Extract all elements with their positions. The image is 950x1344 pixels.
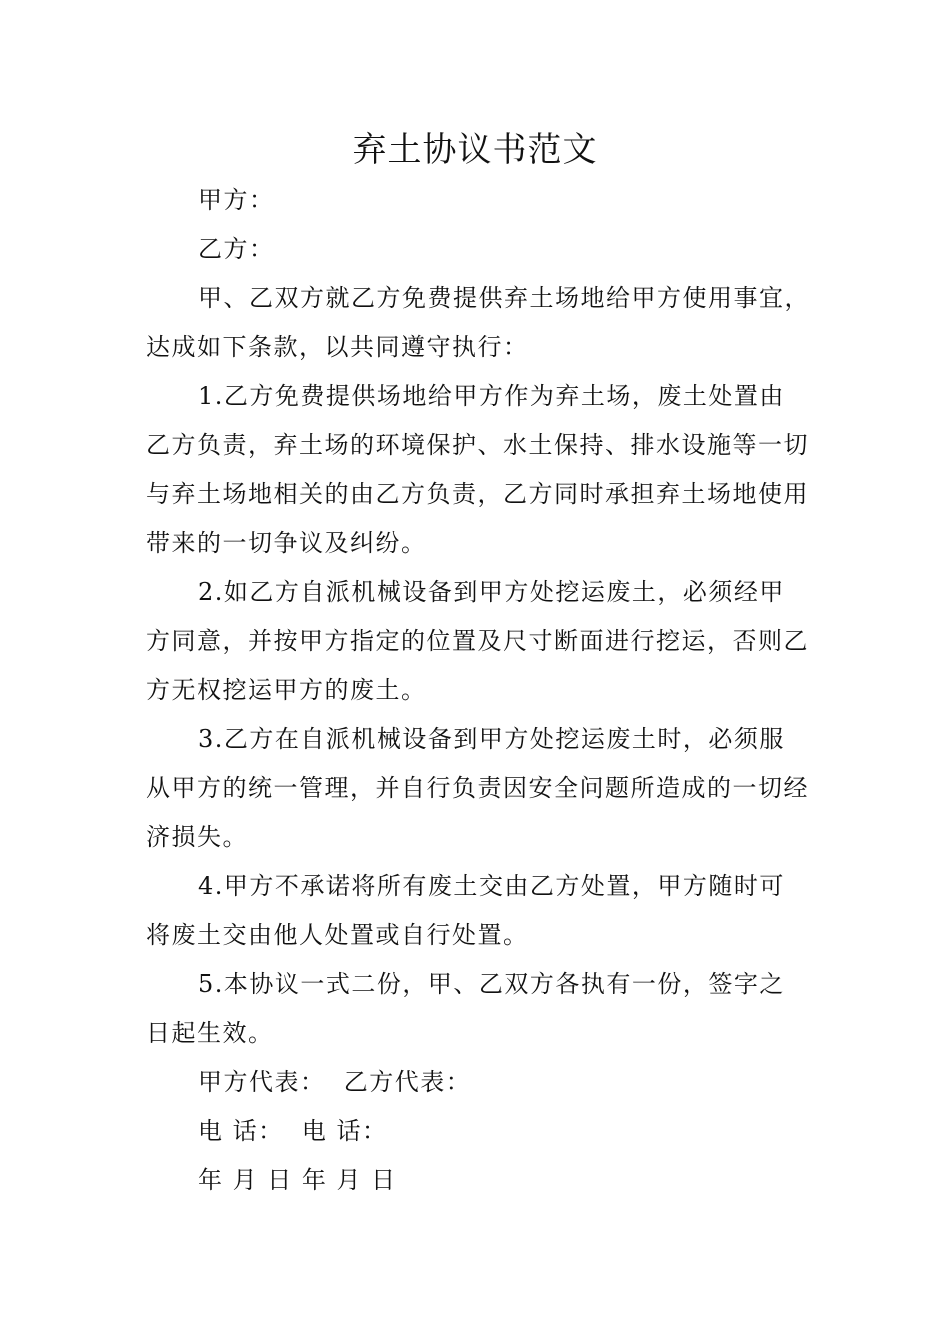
date-line: 年 月 日 年 月 日: [198, 1166, 397, 1194]
party-a-label: 甲方：: [198, 186, 275, 214]
clause-3: 3.乙方在自派机械设备到甲方处挖运废土时，必须服从甲方的统一管理，并自行负责因安全问题所造成的一切经济损失。: [146, 725, 809, 851]
party-b-label: 乙方：: [198, 235, 275, 263]
clause-1: 1.乙方免费提供场地给甲方作为弃土场，废土处置由乙方负责，弃土场的环境保护、水土保持、排水设施等一切与弃土场地相关的由乙方负责，乙方同时承担弃土场地使用带来的一切争议及纠纷。: [146, 382, 809, 557]
document-title: 弃土协议书范文: [352, 130, 598, 170]
clause-5: 5.本协议一式二份，甲、乙双方各执有一份，签字之日起生效。: [146, 970, 785, 1047]
clause-4: 4.甲方不承诺将所有废土交由乙方处置，甲方随时可将废土交由他人处置或自行处置。: [146, 872, 785, 949]
clause-2: 2.如乙方自派机械设备到甲方处挖运废土，必须经甲方同意，并按甲方指定的位置及尺寸断面进行挖运，否则乙方无权挖运甲方的废土。: [146, 578, 809, 704]
intro-paragraph: 甲、乙双方就乙方免费提供弃土场地给甲方使用事宜，达成如下条款，以共同遵守执行：: [146, 284, 810, 361]
signature-line: 甲方代表： 乙方代表：: [198, 1068, 472, 1096]
document-body: [146, 176, 810, 1205]
phone-line: 电 话： 电 话：: [198, 1117, 388, 1145]
